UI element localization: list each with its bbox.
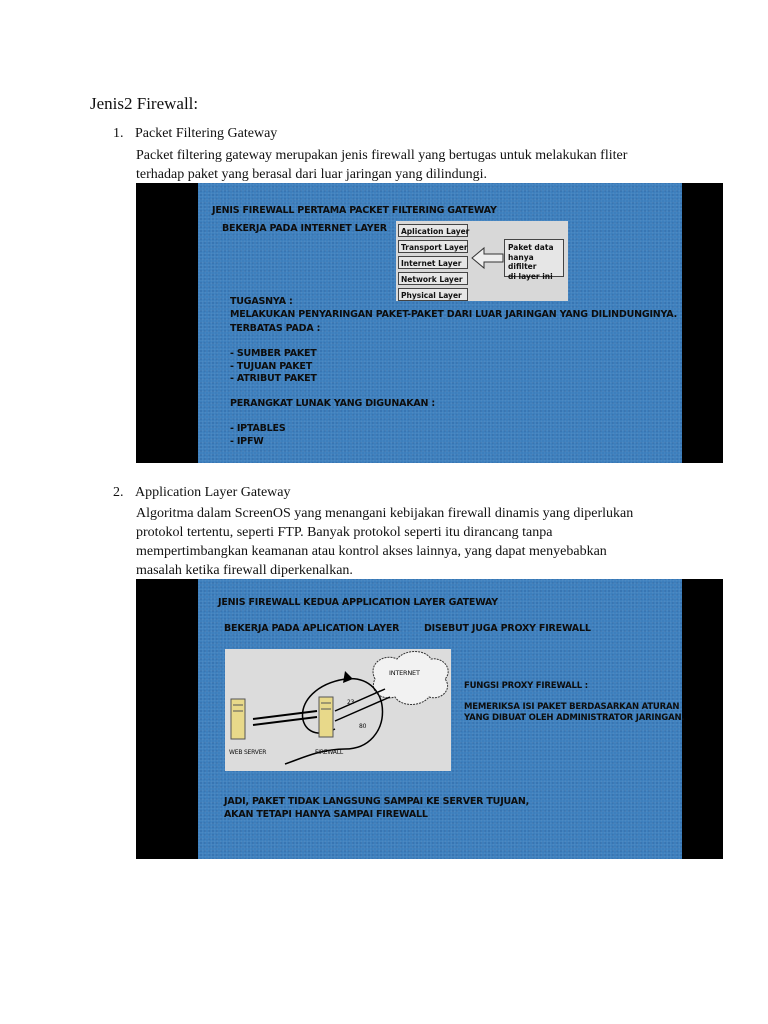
slide-background xyxy=(198,183,682,463)
body-line: PERANGKAT LUNAK YANG DIGUNAKAN : xyxy=(230,398,436,409)
paragraph-line: terhadap paket yang berasal dari luar jaringan yang dilindungi. xyxy=(136,167,488,182)
firewall-label: FIREWALL xyxy=(315,749,343,756)
body-line: - ATRIBUT PAKET xyxy=(230,373,317,384)
note-line: Paket data xyxy=(508,243,554,252)
list-item-title xyxy=(113,126,277,142)
connection-line xyxy=(335,689,385,711)
network-diagram xyxy=(225,649,451,771)
osi-layer-diagram xyxy=(396,221,568,301)
slide-subtitle: BEKERJA PADA INTERNET LAYER xyxy=(222,223,387,234)
paragraph-line: mempertimbangkan keamanan atau kontrol akses lainnya, yang dapat menyebabkan xyxy=(136,544,607,559)
body-line xyxy=(230,386,677,399)
paket-note-box xyxy=(504,239,564,281)
slide-application-layer xyxy=(136,579,723,859)
slide-background xyxy=(198,579,685,859)
arrow-left-icon xyxy=(470,245,504,271)
item-title-text: Application Layer Gateway xyxy=(135,485,291,500)
item-title-text: Packet Filtering Gateway xyxy=(135,126,278,141)
list-number: 2. xyxy=(113,485,124,500)
side-text xyxy=(464,702,684,724)
list-number: 1. xyxy=(113,126,124,141)
slide-title: JENIS FIREWALL KEDUA APPLICATION LAYER GATEWAY xyxy=(218,597,498,608)
item-paragraph xyxy=(136,146,681,184)
list-item-title xyxy=(113,485,291,501)
footer-line: AKAN TETAPI HANYA SAMPAI FIREWALL xyxy=(224,808,428,820)
port-label: 23 xyxy=(347,699,355,706)
paragraph-line: protokol tertentu, seperti FTP. Banyak protokol seperti itu dirancang tanpa xyxy=(136,525,553,540)
body-line xyxy=(230,411,677,424)
body-line: - IPFW xyxy=(230,435,264,447)
paragraph-line: masalah ketika firewall diperkenalkan. xyxy=(136,563,353,578)
body-line: TUGASNYA : xyxy=(230,296,293,307)
body-line: - IPTABLES xyxy=(230,423,286,434)
paragraph-line: Algoritma dalam ScreenOS yang menangani kebijakan firewall dinamis yang diperlukan xyxy=(136,506,634,521)
layer-box: Physical Layer xyxy=(398,288,468,301)
slide-title: JENIS FIREWALL PERTAMA PACKET FILTERING GATEWAY xyxy=(212,205,497,216)
note-line: hanya difilter xyxy=(508,252,537,271)
side-line: MEMERIKSA ISI PAKET BERDASARKAN ATURAN xyxy=(464,702,680,712)
page-heading: Jenis2 Firewall: xyxy=(90,94,199,113)
body-line: MELAKUKAN PENYARINGAN PAKET-PAKET DARI LUAR JARINGAN YANG DILINDUNGINYA. xyxy=(230,308,678,320)
web-server-label: WEB SERVER xyxy=(229,749,267,756)
layer-box: Internet Layer xyxy=(398,256,468,269)
side-line: YANG DIBUAT OLEH ADMINISTRATOR JARINGAN. xyxy=(464,713,685,723)
paragraph-line: Packet filtering gateway merupakan jenis firewall yang bertugas untuk melakukan fliter xyxy=(136,148,628,163)
body-line: - TUJUAN PAKET xyxy=(230,360,312,372)
cloud-icon xyxy=(373,652,448,705)
note-line: di layer ini xyxy=(508,271,553,281)
internet-label: INTERNET xyxy=(389,669,420,677)
slide-subtitle-right: DISEBUT JUGA PROXY FIREWALL xyxy=(424,623,591,634)
layer-box: Aplication Layer xyxy=(398,224,468,237)
slide-subtitle-left: BEKERJA PADA APLICATION LAYER xyxy=(224,623,400,634)
slide-packet-filtering xyxy=(136,183,723,463)
layer-box: Network Layer xyxy=(398,272,468,285)
slide-footer xyxy=(224,796,529,821)
port-label: 80 xyxy=(359,723,367,730)
arrow-head-icon xyxy=(343,671,353,683)
body-line: TERBATAS PADA : xyxy=(230,323,321,334)
item-paragraph xyxy=(136,504,681,580)
slide-body xyxy=(230,296,677,448)
body-line: - SUMBER PAKET xyxy=(230,348,317,359)
body-line xyxy=(230,336,677,349)
side-title: FUNGSI PROXY FIREWALL : xyxy=(464,681,588,691)
layer-box: Transport Layer xyxy=(398,240,468,253)
footer-line: JADI, PAKET TIDAK LANGSUNG SAMPAI KE SERVER TUJUAN, xyxy=(224,796,530,807)
